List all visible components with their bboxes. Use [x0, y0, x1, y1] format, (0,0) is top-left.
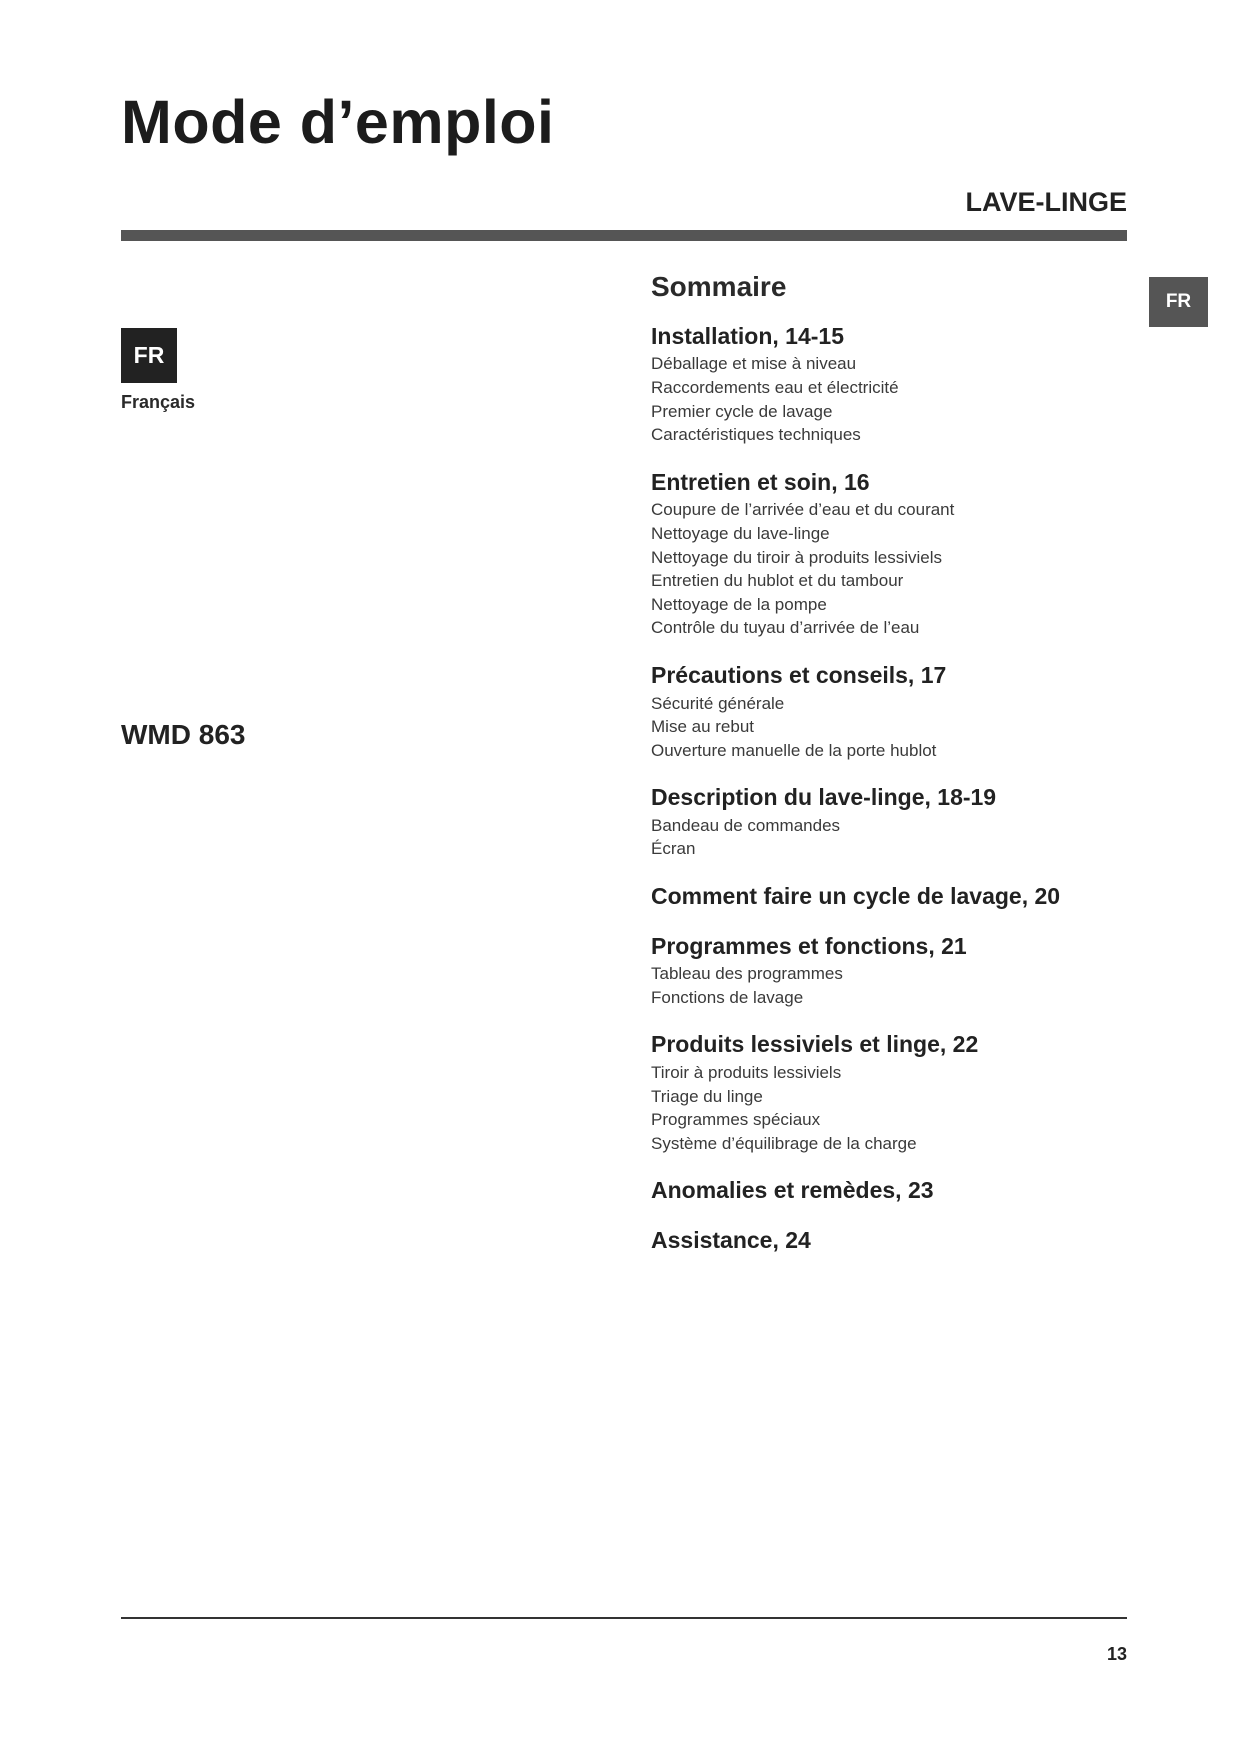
toc-item: Nettoyage du tiroir à produits lessiviels	[651, 547, 943, 567]
footer-divider	[121, 1617, 1127, 1619]
toc-item: Écran	[651, 839, 696, 859]
toc-item: Mise au rebut	[651, 717, 754, 737]
toc-item: Triage du linge	[651, 1086, 763, 1106]
product-type-label: LAVE-LINGE	[965, 187, 1127, 217]
page-title: Mode d’emploi	[121, 88, 555, 156]
toc-section	[651, 323, 1131, 447]
toc-item: Nettoyage du lave-linge	[651, 523, 830, 543]
toc-section-title: Comment faire un cycle de lavage, 20	[651, 883, 1061, 910]
toc-section	[651, 933, 1131, 1010]
toc-item: Tiroir à produits lessiviels	[651, 1063, 842, 1083]
toc-item: Raccordements eau et électricité	[651, 377, 899, 397]
toc-item: Premier cycle de lavage	[651, 401, 833, 421]
toc-section	[651, 469, 1131, 640]
toc-section-title: Entretien et soin, 16	[651, 468, 870, 495]
toc-item: Programmes spéciaux	[651, 1110, 821, 1130]
toc-item: Tableau des programmes	[651, 964, 843, 984]
toc-item: Contrôle du tuyau d’arrivée de l’eau	[651, 618, 920, 638]
toc-item: Sécurité générale	[651, 693, 785, 713]
toc-item: Déballage et mise à niveau	[651, 354, 857, 374]
toc-section	[651, 883, 1131, 911]
toc-section	[651, 1031, 1131, 1155]
toc-item: Nettoyage de la pompe	[651, 594, 827, 614]
toc-section-title: Assistance, 24	[651, 1227, 811, 1254]
toc-section	[651, 662, 1131, 762]
toc-sections	[651, 323, 1131, 1255]
header-divider	[121, 230, 1127, 241]
model-number: WMD 863	[121, 719, 246, 750]
table-of-contents	[651, 272, 1131, 1277]
toc-item: Ouverture manuelle de la porte hublot	[651, 740, 937, 760]
toc-item: Système d’équilibrage de la charge	[651, 1133, 917, 1153]
toc-item: Entretien du hublot et du tambour	[651, 571, 904, 591]
toc-section-title: Programmes et fonctions, 21	[651, 932, 967, 959]
toc-section	[651, 1177, 1131, 1205]
toc-item: Bandeau de commandes	[651, 815, 841, 835]
toc-heading: Sommaire	[651, 271, 787, 302]
toc-section	[651, 784, 1131, 861]
toc-item: Fonctions de lavage	[651, 987, 804, 1007]
toc-item: Coupure de l’arrivée d’eau et du courant	[651, 500, 955, 520]
language-name: Français	[121, 392, 196, 412]
toc-section-title: Produits lessiviels et linge, 22	[651, 1031, 979, 1058]
language-code-badge: FR	[121, 328, 177, 383]
toc-section-title: Anomalies et remèdes, 23	[651, 1177, 934, 1204]
toc-section-title: Description du lave-linge, 18-19	[651, 784, 997, 811]
page-number: 13	[1106, 1644, 1127, 1664]
toc-section-title: Installation, 14-15	[651, 322, 845, 349]
toc-section	[651, 1227, 1131, 1255]
language-side-tab: FR	[1149, 277, 1208, 327]
toc-item: Caractéristiques techniques	[651, 425, 861, 445]
toc-section-title: Précautions et conseils, 17	[651, 661, 947, 688]
